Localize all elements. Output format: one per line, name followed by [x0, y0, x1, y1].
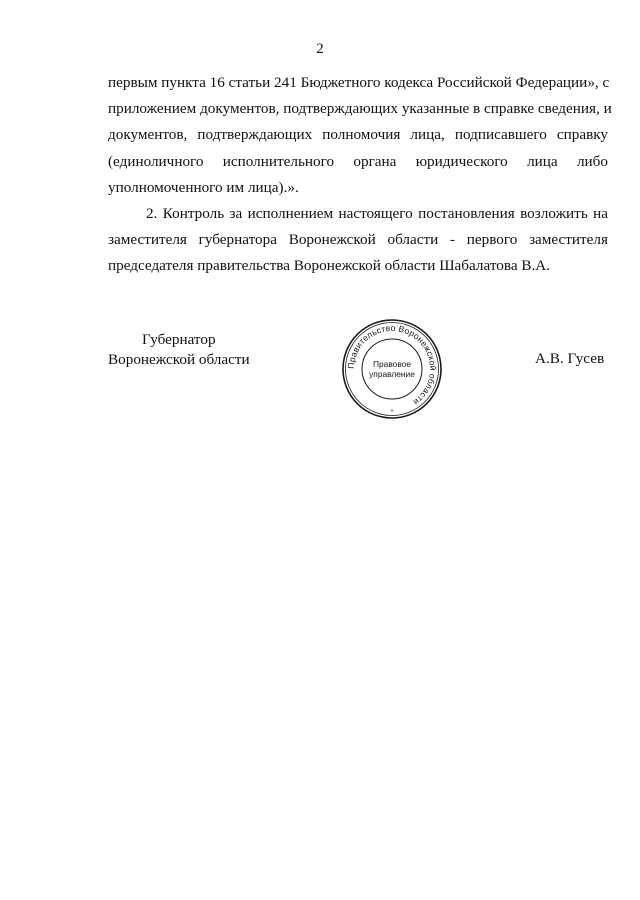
- seal-ring-text: Правительство Воронежской области: [345, 322, 439, 408]
- signatory-name: А.В. Гусев: [535, 350, 605, 367]
- text-line: председателя правительства Воронежской области Шабалатова В.А.: [108, 257, 551, 275]
- word: заместителя: [108, 231, 187, 249]
- paragraph-1-line-4: [108, 149, 608, 175]
- text-line: уполномоченного им лица).».: [108, 178, 299, 196]
- text-line: приложением документов, подтверждающих указанные в справке сведения, и: [108, 100, 612, 118]
- seal-star: *: [390, 409, 394, 416]
- text-line: 2. Контроль за исполнением настоящего постановления возложить на: [146, 204, 608, 222]
- paragraph-2-line-2: [108, 227, 608, 253]
- paragraph-1-line-5: [108, 175, 608, 201]
- position-line-2: Воронежской области: [108, 351, 250, 368]
- paragraph-1-line-1: [108, 70, 608, 96]
- word: либо: [576, 152, 608, 170]
- page-number: 2: [316, 41, 324, 57]
- word: органа: [353, 152, 397, 170]
- seal-center-line-1: Правовое: [372, 359, 412, 369]
- word: первого: [466, 231, 518, 249]
- word: (единоличного: [108, 152, 204, 170]
- paragraph-1-line-2: [108, 96, 612, 122]
- word: Воронежской: [288, 231, 376, 249]
- word: -: [449, 231, 456, 249]
- paragraph-2-line-3: [108, 253, 608, 279]
- word: юридического: [415, 152, 508, 170]
- word: губернатора: [198, 231, 277, 249]
- text-line: первым пункта 16 статьи 241 Бюджетного кодекса Российской Федерации», с: [108, 74, 610, 91]
- word: лица: [527, 152, 558, 170]
- text-line: документов, подтверждающих полномочия лица, подписавшего справку: [108, 126, 608, 144]
- official-seal-stamp: [341, 318, 443, 420]
- paragraph-1-line-3: [108, 122, 608, 148]
- seal-center-line-2: управление: [369, 369, 415, 379]
- word: исполнительного: [222, 152, 335, 170]
- paragraph-2-line-1: [108, 201, 608, 227]
- word: заместителя: [529, 231, 608, 249]
- document-body: [108, 70, 612, 280]
- position-line-1: Губернатор: [142, 331, 216, 348]
- word: области: [387, 231, 439, 249]
- signatory-position: [108, 330, 250, 370]
